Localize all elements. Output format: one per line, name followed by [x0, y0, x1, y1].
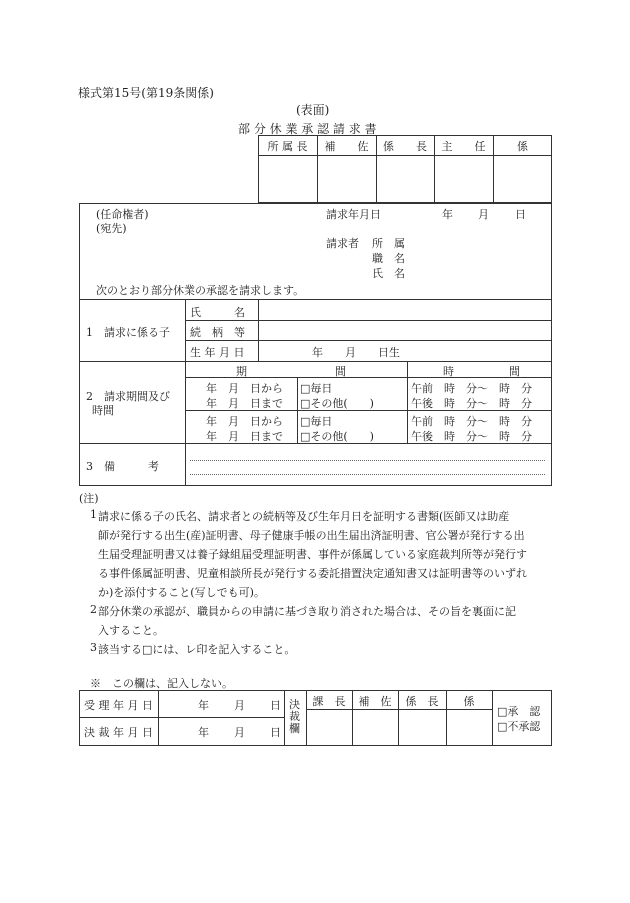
note-1-line-4: る事件係属証明書、児童相談所長が発行する委託措置決定通知書又は証明書等のいずれ: [98, 567, 527, 580]
note-2-num: 2: [90, 603, 97, 616]
note-1-line-5: か)を添付すること(写しでも可)。: [98, 586, 265, 599]
header-kakaricho: 係 長: [383, 140, 427, 153]
period-row-1-date: 年 月 日から: [206, 382, 283, 395]
form-number: 様式第15号(第19条関係): [78, 86, 214, 100]
header-shozokucho: 所 属 長: [267, 140, 308, 153]
decided-day-unit: 日: [270, 726, 281, 739]
name-label: 氏 名: [372, 267, 405, 280]
header-hosa: 補 佐: [324, 140, 369, 153]
office-header-hosa: 補 佐: [358, 695, 392, 708]
note-1-line-3: 生届受理証明書又は養子縁組届受理証明書、事件が係属している家庭裁判所等が発行す: [98, 548, 527, 561]
received-day-unit: 日: [270, 699, 281, 712]
request-statement: 次のとおり部分休業の承認を請求します。: [96, 284, 305, 297]
office-notice: ※ この欄は、記入しない。: [90, 677, 233, 690]
child-relation-label: 続 柄 等: [190, 326, 245, 339]
note-3-num: 3: [90, 641, 97, 654]
period-row-4-option: □その他( ): [300, 430, 374, 443]
period-row-3-time: 午前 時 分～ 時 分: [411, 415, 532, 428]
side-label: (表面): [296, 103, 330, 117]
period-row-2-option: □その他( ): [300, 397, 374, 410]
notes-heading: (注): [79, 492, 99, 505]
note-2-line-2: 入すること。: [98, 624, 164, 637]
request-date-label: 請求年月日: [326, 208, 381, 221]
time-col-header: 時 間: [443, 365, 520, 378]
note-1-num: 1: [90, 508, 97, 521]
post-label: 職 名: [372, 252, 405, 265]
kessai-label: 決 裁 欄: [289, 698, 300, 735]
requester-label: 請求者: [326, 237, 359, 250]
period-section-label-2: 時間: [92, 404, 114, 417]
received-date-label: 受 理 年 月 日: [84, 699, 153, 712]
header-kakari: 係: [517, 140, 528, 153]
period-row-4-date: 年 月 日まで: [206, 430, 283, 443]
approve-checkbox[interactable]: □承 認: [497, 705, 541, 718]
note-1-line-2: 師が発行する出生(産)証明書、母子健康手帳の出生届出済証明書、官公署が発行する出: [98, 529, 525, 542]
child-name-label: 氏 名: [190, 306, 245, 319]
child-dob-label: 生 年 月 日: [190, 346, 245, 359]
period-row-4-time: 午後 時 分～ 時 分: [411, 430, 532, 443]
period-row-1-time: 午前 時 分～ 時 分: [411, 382, 532, 395]
disapprove-checkbox[interactable]: □不承認: [497, 720, 541, 733]
period-section-label-1: 2 請求期間及び: [86, 390, 170, 403]
received-year-unit: 年: [198, 699, 209, 712]
period-row-3-date: 年 月 日から: [206, 415, 283, 428]
child-dob-value: 年 月 日生: [312, 346, 400, 359]
decided-date-label: 決 裁 年 月 日: [84, 726, 153, 739]
day-unit: 日: [515, 208, 526, 221]
period-col-header: 期 間: [236, 365, 346, 378]
decided-year-unit: 年: [198, 726, 209, 739]
office-header-kakari: 係: [463, 695, 475, 708]
child-section-label: 1 請求に係る子: [86, 326, 170, 339]
period-row-2-date: 年 月 日まで: [206, 397, 283, 410]
remarks-label: 3 備 考: [86, 460, 159, 473]
received-month-unit: 月: [234, 699, 245, 712]
month-unit: 月: [478, 208, 489, 221]
note-1-line-1: 請求に係る子の氏名、請求者との続柄等及び生年月日を証明する書類(医師又は助産: [98, 510, 510, 523]
appointer-label: (任命権者): [96, 208, 149, 221]
remarks-line-2: [190, 474, 545, 475]
addressee-label: (宛先): [96, 222, 127, 235]
office-header-kacho: 課 長: [312, 695, 346, 708]
period-row-2-time: 午後 時 分～ 時 分: [411, 397, 532, 410]
note-3-line-1: 該当する□には、レ印を記入すること。: [98, 643, 296, 656]
period-row-3-option: □毎日: [300, 415, 333, 428]
note-2-line-1: 部分休業の承認が、職員からの申請に基づき取り消された場合は、その旨を裏面に記: [98, 605, 516, 618]
decided-month-unit: 月: [234, 726, 245, 739]
dept-label: 所 属: [372, 237, 405, 250]
period-row-1-option: □毎日: [300, 382, 333, 395]
form-title: 部 分 休 業 承 認 請 求 書: [238, 122, 377, 136]
office-header-kakaricho: 係 長: [405, 695, 439, 708]
remarks-line-1: [190, 460, 545, 461]
year-unit: 年: [442, 208, 453, 221]
header-shunin: 主 任: [441, 140, 486, 153]
